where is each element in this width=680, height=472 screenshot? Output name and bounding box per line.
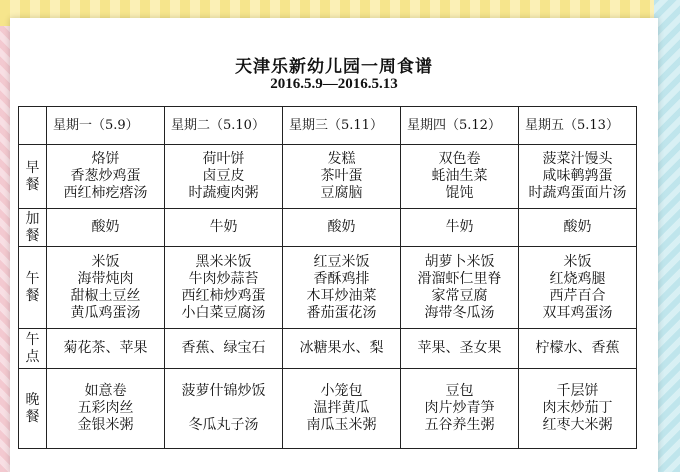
dish: 小白菜豆腐汤 <box>181 304 266 321</box>
page-title: 天津乐新幼儿园一周食谱 <box>235 57 433 77</box>
dish: 柠檬水、香蕉 <box>535 340 620 356</box>
dish: 牛奶 <box>209 219 238 235</box>
dish: 时蔬瘦肉粥 <box>188 185 259 201</box>
meal-label-char: 晚 <box>25 391 40 408</box>
meal-label-lunch <box>19 247 47 329</box>
dish: 金银米粥 <box>77 417 134 433</box>
menu-cell <box>283 247 401 329</box>
day-header-wednesday: 星期三（5.11） <box>283 107 401 145</box>
dish: 黑米米饭 <box>195 253 252 270</box>
dish: 双色卷 <box>438 151 481 167</box>
dish: 米饭 <box>91 253 120 270</box>
dish: 茶叶蛋 <box>320 168 363 184</box>
dish: 酸奶 <box>327 219 356 235</box>
dish: 菠菜汁馒头 <box>542 151 613 167</box>
dish: 小笼包 <box>320 383 363 399</box>
dish: 家常豆腐 <box>431 287 488 304</box>
dish: 南瓜玉米粥 <box>306 417 377 433</box>
menu-cell <box>47 329 165 369</box>
menu-cell <box>401 247 519 329</box>
menu-cell <box>519 329 637 369</box>
dish: 番茄蛋花汤 <box>306 304 377 321</box>
dish: 冰糖果水、梨 <box>299 340 384 356</box>
day-header-friday: 星期五（5.13） <box>519 107 637 145</box>
menu-cell <box>519 145 637 209</box>
meal-label-char: 餐 <box>25 176 40 193</box>
dish: 滑溜虾仁里脊 <box>417 270 502 287</box>
dish: 酸奶 <box>91 219 120 235</box>
weekly-menu-table <box>18 106 637 449</box>
dish: 烙饼 <box>91 151 120 167</box>
meal-label-snack <box>19 209 47 247</box>
meal-label-char: 餐 <box>25 227 40 244</box>
meal-label-char: 餐 <box>25 408 40 425</box>
dish <box>165 400 282 417</box>
day-header-thursday: 星期四（5.12） <box>401 107 519 145</box>
menu-cell <box>283 329 401 369</box>
meal-label-afternoon-snack <box>19 329 47 369</box>
meal-label-char: 餐 <box>25 287 40 304</box>
menu-cell <box>519 209 637 247</box>
dish: 如意卷 <box>84 383 127 399</box>
dish: 双耳鸡蛋汤 <box>542 304 613 321</box>
dish: 五彩肉丝 <box>77 400 134 416</box>
dish: 馄饨 <box>445 185 474 201</box>
corner-cell <box>19 107 47 145</box>
meal-label-char: 加 <box>25 210 40 227</box>
menu-cell <box>165 145 283 209</box>
menu-cell <box>283 209 401 247</box>
dish: 木耳炒油菜 <box>306 287 377 304</box>
dish: 发糕 <box>327 151 356 167</box>
menu-cell <box>165 247 283 329</box>
dish: 卤豆皮 <box>202 168 245 184</box>
date-range: 2016.5.9—2016.5.13 <box>270 76 398 92</box>
dish: 苹果、圣女果 <box>417 340 502 356</box>
menu-cell <box>47 369 165 449</box>
menu-cell <box>401 329 519 369</box>
dish: 蚝油生菜 <box>431 168 488 184</box>
menu-cell <box>401 369 519 449</box>
dish: 红豆米饭 <box>313 253 370 270</box>
meal-label-char: 午 <box>25 270 40 287</box>
menu-cell <box>519 247 637 329</box>
menu-cell <box>47 247 165 329</box>
dish: 温拌黄瓜 <box>313 400 370 416</box>
header-row <box>19 107 637 145</box>
meal-row-lunch <box>19 247 637 329</box>
dish: 时蔬鸡蛋面片汤 <box>528 185 627 201</box>
menu-cell <box>283 369 401 449</box>
menu-cell <box>165 369 283 449</box>
dish: 香葱炒鸡蛋 <box>70 168 141 184</box>
menu-cell <box>47 209 165 247</box>
dish: 冬瓜丸子汤 <box>188 417 259 433</box>
meal-label-char: 点 <box>25 348 40 365</box>
dish: 米饭 <box>563 253 592 270</box>
menu-cell <box>283 145 401 209</box>
meal-label-dinner <box>19 369 47 449</box>
dish: 酸奶 <box>563 219 592 235</box>
dish: 肉片炒青笋 <box>424 400 495 416</box>
dish: 牛肉炒蒜苔 <box>188 270 259 287</box>
dish: 荷叶饼 <box>202 151 245 167</box>
menu-cell <box>165 209 283 247</box>
menu-cell <box>519 369 637 449</box>
meal-row-dinner <box>19 369 637 449</box>
dish: 牛奶 <box>445 219 474 235</box>
dish: 黄瓜鸡蛋汤 <box>70 304 141 321</box>
dish: 千层饼 <box>556 383 599 399</box>
day-header-monday: 星期一（5.9） <box>47 107 165 145</box>
dish: 胡萝卜米饭 <box>424 253 495 270</box>
dish: 海带冬瓜汤 <box>424 304 495 321</box>
dish: 西红柿炒鸡蛋 <box>181 287 266 304</box>
dish: 香酥鸡排 <box>313 270 370 287</box>
dish: 豆腐脑 <box>320 185 363 201</box>
dish: 豆包 <box>445 383 474 399</box>
menu-cell <box>165 329 283 369</box>
dish: 红枣大米粥 <box>542 417 613 433</box>
dish: 咸味鹌鹑蛋 <box>542 168 613 184</box>
meal-label-char: 早 <box>25 159 40 176</box>
dish: 西红柿疙瘩汤 <box>63 185 148 201</box>
meal-label-breakfast <box>19 145 47 209</box>
dish: 肉末炒茄丁 <box>542 400 613 416</box>
dish: 甜椒土豆丝 <box>70 287 141 304</box>
day-header-tuesday: 星期二（5.10） <box>165 107 283 145</box>
menu-cell <box>47 145 165 209</box>
dish: 菊花茶、苹果 <box>63 340 148 356</box>
menu-cell <box>401 209 519 247</box>
dish: 红烧鸡腿 <box>549 270 606 287</box>
dish: 西芹百合 <box>549 287 606 304</box>
meal-label-char: 午 <box>25 331 40 348</box>
dish: 菠萝什锦炒饭 <box>181 383 266 399</box>
dish: 海带炖肉 <box>77 270 134 287</box>
meal-row-snack <box>19 209 637 247</box>
dish: 香蕉、绿宝石 <box>181 340 266 356</box>
dish: 五谷养生粥 <box>424 417 495 433</box>
meal-row-afternoon-snack <box>19 329 637 369</box>
meal-row-breakfast <box>19 145 637 209</box>
menu-cell <box>401 145 519 209</box>
